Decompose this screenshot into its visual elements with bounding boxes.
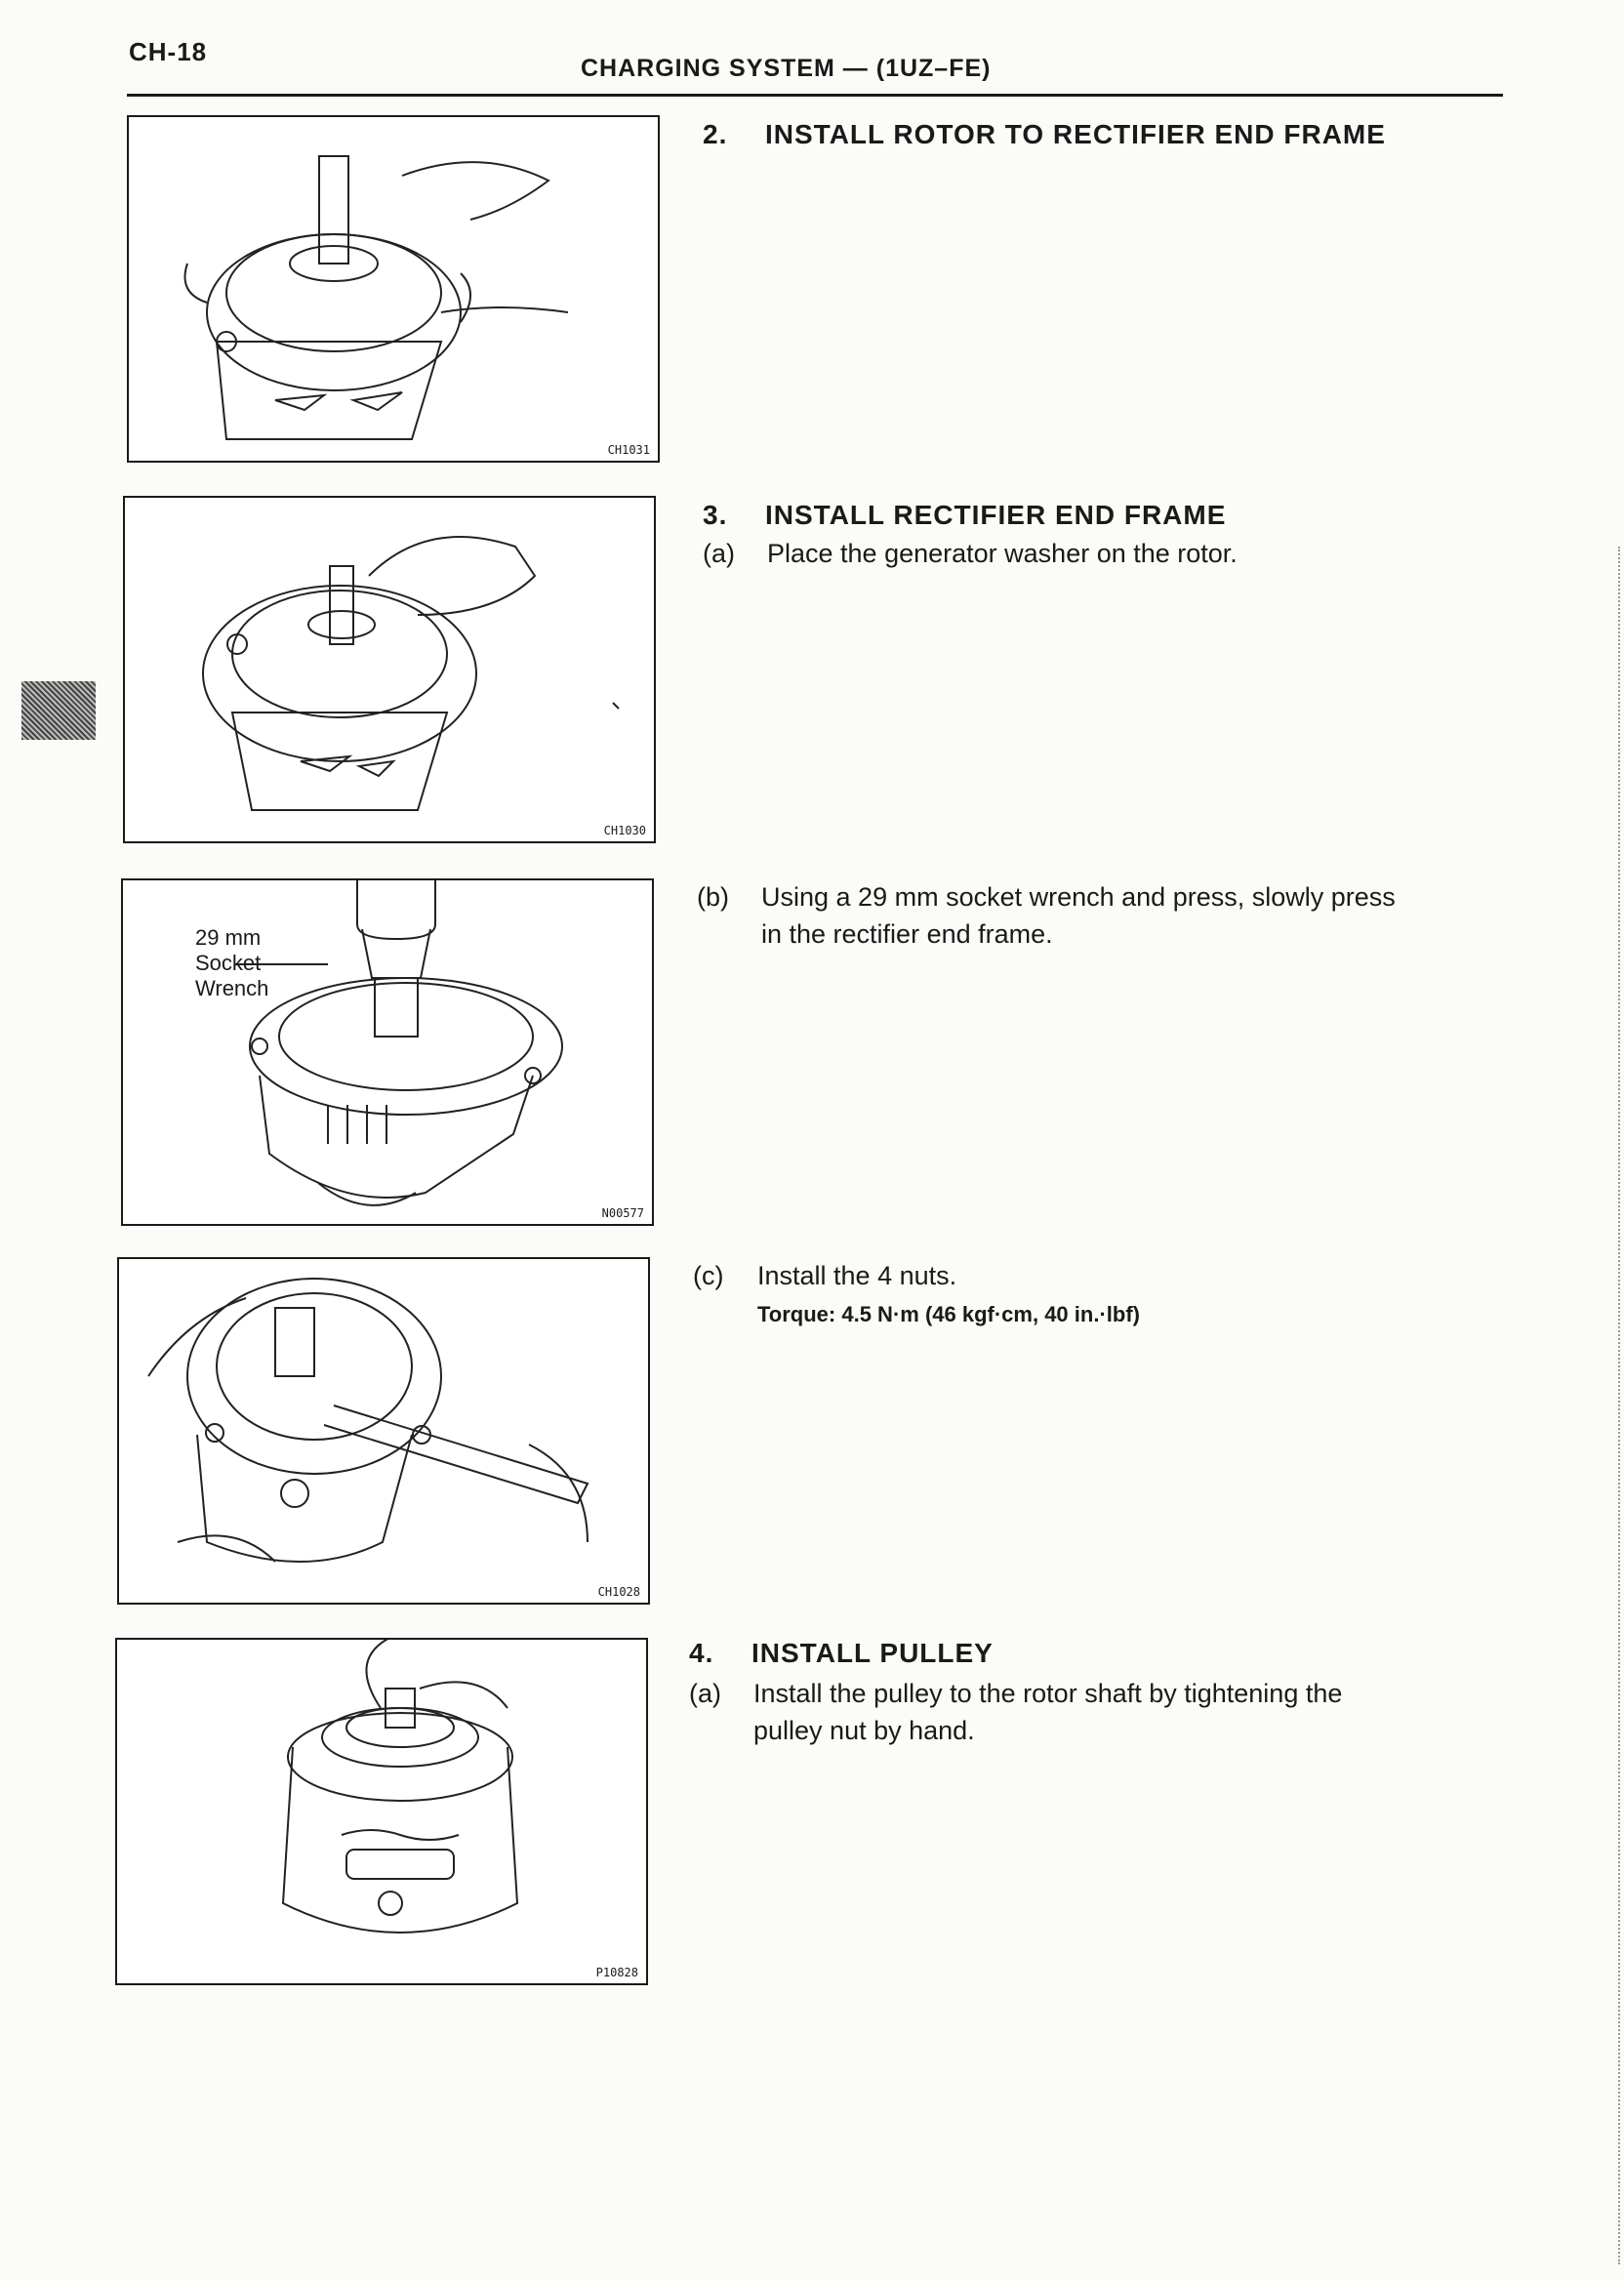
step-number: 2.: [703, 119, 728, 149]
figure-code: N00577: [601, 1206, 644, 1220]
sub-label: (a): [689, 1679, 721, 1708]
step-4-heading: [689, 1638, 994, 1669]
step-3c: [693, 1257, 1513, 1333]
figure-rotor-install: [127, 115, 660, 463]
sub-label: (a): [703, 539, 735, 568]
step-title: INSTALL RECTIFIER END FRAME: [765, 500, 1227, 530]
step-title: INSTALL PULLEY: [751, 1638, 994, 1668]
step-3a: [703, 535, 1503, 572]
step-number: 4.: [689, 1638, 714, 1668]
step-title: INSTALL ROTOR TO RECTIFIER END FRAME: [765, 119, 1386, 149]
sub-label: (b): [697, 882, 729, 912]
step-2-heading: [703, 119, 1386, 150]
figure-code: CH1030: [603, 824, 646, 837]
section-tab-marker: [21, 681, 96, 740]
step-number: 3.: [703, 500, 728, 530]
callout-line: Wrench: [195, 976, 269, 1000]
sub-label: (c): [693, 1261, 724, 1290]
figure-code: P10828: [595, 1966, 638, 1979]
figure-socket-wrench-press: [121, 878, 654, 1226]
callout-line: 29 mm: [195, 925, 262, 950]
rectifier-end-frame-illustration: [125, 498, 654, 841]
page-number: CH-18: [129, 37, 208, 66]
figure-install-pulley: [115, 1638, 648, 1985]
header-rule: [127, 94, 1503, 97]
socket-wrench-callout: [195, 925, 268, 1001]
step-3-heading: [703, 500, 1226, 531]
sub-text-continued: pulley nut by hand.: [753, 1716, 975, 1745]
torque-spec: Torque: 4.5 N·m (46 kgf·cm, 40 in.·lbf): [757, 1302, 1140, 1326]
section-title: CHARGING SYSTEM — (1UZ–FE): [581, 55, 992, 82]
figure-code: CH1028: [597, 1585, 640, 1599]
figure-rectifier-frame: [123, 496, 656, 843]
install-nuts-illustration: [119, 1259, 648, 1603]
step-3b: [697, 878, 1517, 953]
figure-code: CH1031: [607, 443, 650, 457]
sub-text: Install the 4 nuts.: [757, 1261, 957, 1290]
sub-text: Place the generator washer on the rotor.: [767, 539, 1238, 568]
install-pulley-illustration: [117, 1640, 646, 1983]
sub-text: Install the pulley to the rotor shaft by tightening the: [753, 1679, 1343, 1708]
callout-line: Socket: [195, 951, 262, 975]
sub-text-continued: in the rectifier end frame.: [761, 919, 1053, 949]
sub-text: Using a 29 mm socket wrench and press, slowly press: [761, 882, 1396, 912]
page-edge-dotted-line: [1618, 547, 1620, 2264]
step-4a: [689, 1675, 1509, 1749]
figure-install-nuts: [117, 1257, 650, 1605]
alternator-rotor-illustration: [129, 117, 658, 461]
